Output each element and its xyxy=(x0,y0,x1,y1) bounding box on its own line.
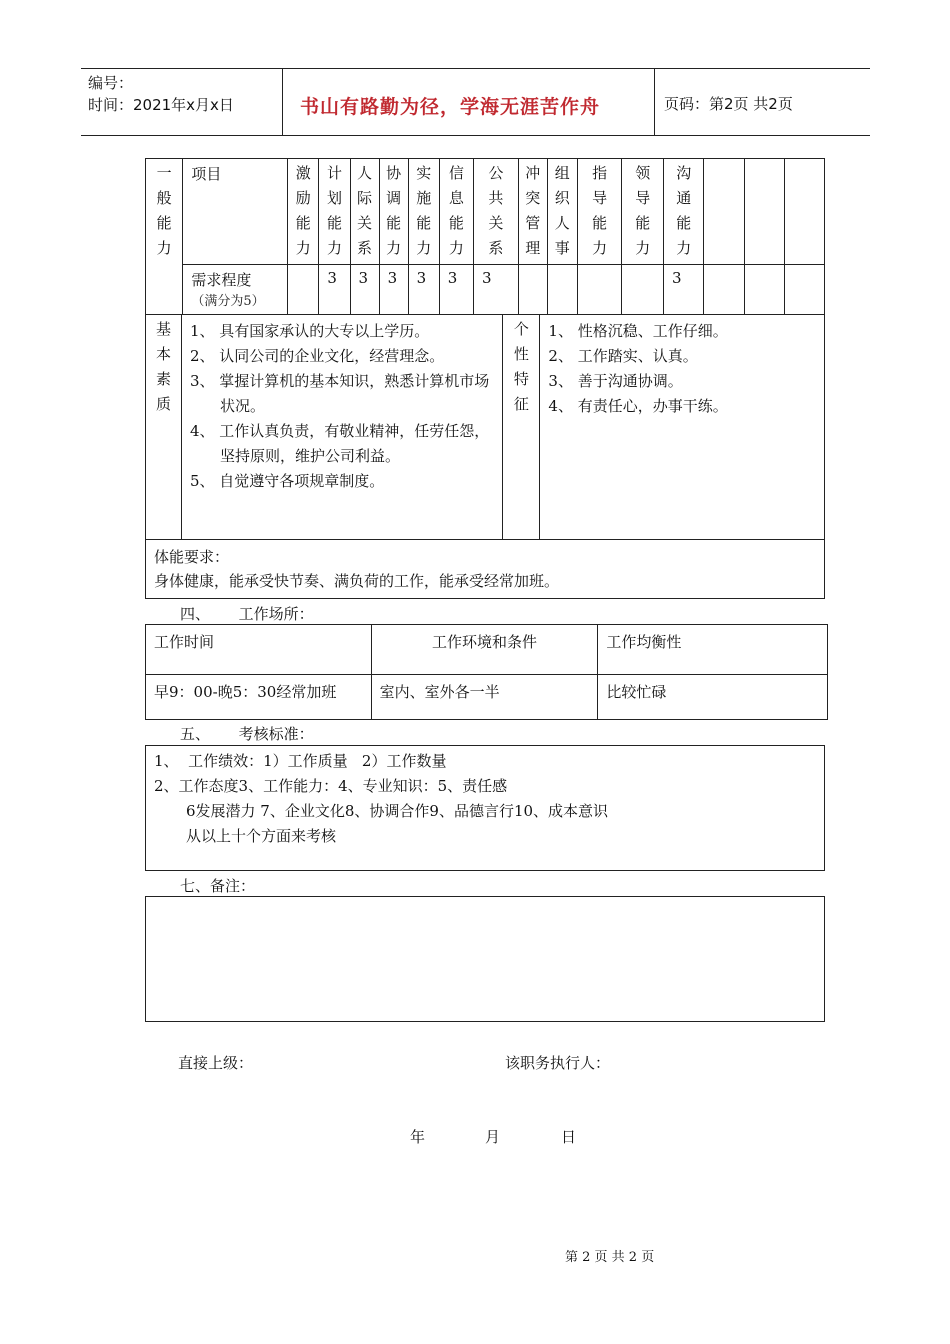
demand-level-note: （满分为5） xyxy=(191,294,265,309)
ability-col-empty xyxy=(704,159,744,265)
item-header: 项目 xyxy=(183,159,288,265)
ability-col-communication: 沟 通 能 力 xyxy=(663,159,703,265)
notes-title: 七、备注： xyxy=(180,877,256,895)
list-item: 5、 自觉遵守各项规章制度。 xyxy=(189,472,385,490)
score-cell xyxy=(704,265,744,315)
assessment-line: 6发展潜力 7、企业文化8、协调合作9、品德言行10、成本意识 xyxy=(186,802,609,820)
header-bottom-rule xyxy=(81,135,870,136)
assessment-line: 从以上十个方面来考核 xyxy=(186,827,337,845)
general-ability-label xyxy=(146,159,183,315)
supervisor-label: 直接上级： xyxy=(178,1054,254,1072)
header-page-number: 页码：第2页 共2页 xyxy=(664,95,793,113)
ability-col-coordination: 协 调 能 力 xyxy=(379,159,408,265)
physical-requirements xyxy=(146,540,825,599)
list-item: 3、 善于沟通协调。 xyxy=(548,372,683,390)
list-item: 4、 有责任心，办事干练。 xyxy=(548,397,728,415)
notes-content xyxy=(146,897,825,1022)
general-ability-table xyxy=(145,158,825,315)
ability-col-public-relations: 公 共 关 系 xyxy=(474,159,519,265)
score-cell xyxy=(622,265,664,315)
ability-col-leadership: 领 导 能 力 xyxy=(622,159,664,265)
assessment-content xyxy=(146,746,825,871)
document-number-label: 编号： xyxy=(88,74,134,92)
notes-box xyxy=(145,896,825,1022)
assessment-line: 2、工作态度3、工作能力：4、专业知识：5、责任感 xyxy=(154,777,508,795)
workplace-header-balance: 工作均衡性 xyxy=(598,625,828,675)
list-item: 1、 性格沉稳、工作仔细。 xyxy=(548,322,728,340)
score-cell: 3 xyxy=(379,265,408,315)
ability-col-empty xyxy=(744,159,784,265)
header-top-rule xyxy=(81,68,870,69)
score-cell: 3 xyxy=(439,265,473,315)
header-divider xyxy=(282,68,283,136)
list-item: 2、 认同公司的企业文化，经营理念。 xyxy=(189,347,445,365)
footer-page-number: 第 2 页 共 2 页 xyxy=(565,1250,655,1265)
ability-col-guidance: 指 导 能 力 xyxy=(577,159,622,265)
ability-col-empty xyxy=(785,159,825,265)
score-cell xyxy=(744,265,784,315)
basic-qualities-label: 基 本 素 质 xyxy=(146,315,182,540)
ability-col-interpersonal: 人 际 关 系 xyxy=(350,159,379,265)
ability-col-organization: 组 织 人 事 xyxy=(547,159,577,265)
label-char: 力 xyxy=(156,239,172,257)
header-divider xyxy=(654,68,655,136)
label-char: 般 xyxy=(156,189,172,207)
workplace-header-time: 工作时间 xyxy=(146,625,372,675)
score-cell: 3 xyxy=(663,265,703,315)
score-cell: 3 xyxy=(319,265,350,315)
score-cell xyxy=(288,265,319,315)
label-char: 一 xyxy=(156,164,172,182)
ability-col-motivation: 激 励 能 力 xyxy=(288,159,319,265)
score-cell xyxy=(577,265,622,315)
physical-text: 身体健康，能承受快节奏、满负荷的工作，能承受经常加班。 xyxy=(154,572,560,590)
workplace-environment-value: 室内、室外各一半 xyxy=(371,675,598,720)
list-item: 4、 工作认真负责，有敬业精神，任劳任怨，坚持原则，维护公司利益。 xyxy=(189,422,490,465)
personality-label: 个 性 特 征 xyxy=(503,315,540,540)
list-item: 3、 掌握计算机的基本知识，熟悉计算机市场状况。 xyxy=(189,372,490,415)
ability-col-information: 信 息 能 力 xyxy=(439,159,473,265)
executor-label: 该职务执行人： xyxy=(505,1054,611,1072)
workplace-balance-value: 比较忙碌 xyxy=(598,675,828,720)
date-month-label: 月 xyxy=(485,1128,501,1146)
header-motto: 书山有路勤为径，学海无涯苦作舟 xyxy=(300,96,601,118)
personality-list xyxy=(540,315,825,540)
assessment-line: 1、 工作绩效：1）工作质量 2）工作数量 xyxy=(154,752,447,770)
ability-col-conflict: 冲 突 管 理 xyxy=(518,159,547,265)
workplace-header-environment: 工作环境和条件 xyxy=(371,625,598,675)
date-year-label: 年 xyxy=(410,1128,426,1146)
physical-title: 体能要求： xyxy=(154,548,230,566)
ability-col-planning: 计 划 能 力 xyxy=(319,159,350,265)
workplace-title: 四、 工作场所： xyxy=(180,605,314,623)
workplace-table xyxy=(145,624,828,720)
assessment-table xyxy=(145,745,825,871)
score-cell: 3 xyxy=(408,265,439,315)
score-cell xyxy=(547,265,577,315)
score-cell xyxy=(518,265,547,315)
list-item: 2、 工作踏实、认真。 xyxy=(548,347,698,365)
basic-qualities-table xyxy=(145,314,825,599)
label-char: 能 xyxy=(156,214,172,232)
demand-level-label: 需求程度 （满分为5） xyxy=(183,265,288,315)
list-item: 1、 具有国家承认的大专以上学历。 xyxy=(189,322,430,340)
date-day-label: 日 xyxy=(561,1128,577,1146)
header-info xyxy=(88,72,234,116)
basic-qualities-list xyxy=(181,315,503,540)
score-cell: 3 xyxy=(474,265,519,315)
score-cell: 3 xyxy=(350,265,379,315)
score-cell xyxy=(785,265,825,315)
workplace-time-value: 早9：00-晚5：30经常加班 xyxy=(146,675,372,720)
document-date: 时间：2021年x月x日 xyxy=(88,96,234,114)
ability-col-implementation: 实 施 能 力 xyxy=(408,159,439,265)
assessment-title: 五、 考核标准： xyxy=(180,725,314,743)
